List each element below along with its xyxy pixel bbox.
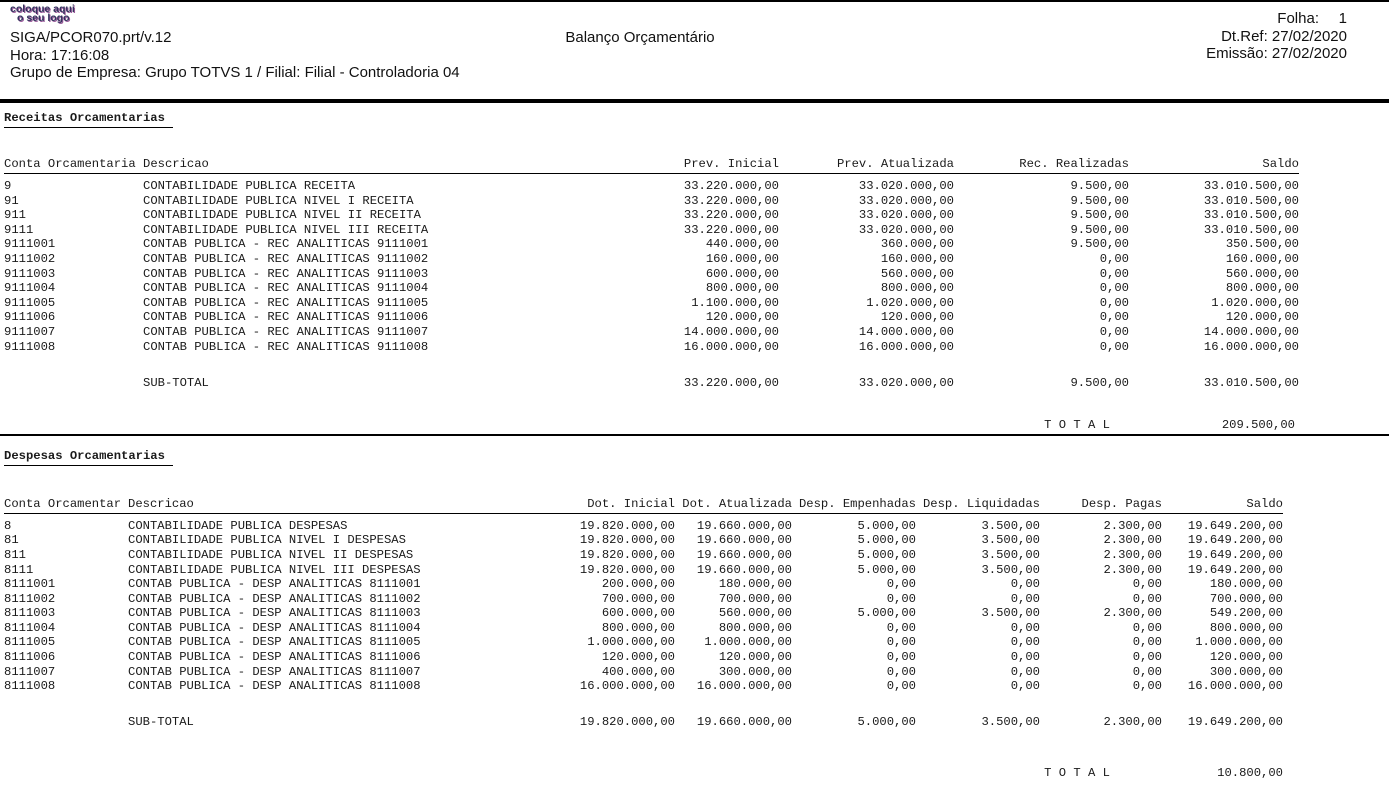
cell-value: 0,00 — [886, 577, 916, 592]
cell-value: 800.000,00 — [880, 281, 954, 296]
cell-value: 19.660.000,00 — [696, 562, 792, 577]
cell-value: 600.000,00 — [705, 266, 779, 281]
cell-value: 5.000,00 — [857, 547, 916, 562]
col-header-saldo: Saldo — [1262, 157, 1299, 171]
cell-conta: 8111003 — [4, 606, 56, 621]
receitas-total-label: T O T A L — [1044, 417, 1110, 432]
cell-value: 3.500,00 — [981, 547, 1040, 562]
receitas-rows — [4, 179, 1389, 354]
table-row — [4, 194, 1299, 209]
cell-value: 800.000,00 — [1209, 620, 1283, 635]
cell-value: 0,00 — [1099, 251, 1129, 266]
cell-value: 19.820.000,00 — [579, 562, 675, 577]
cell-value: 0,00 — [1132, 664, 1162, 679]
receitas-total-row — [4, 418, 1295, 433]
cell-value: 1.020.000,00 — [866, 295, 954, 310]
cell-descricao: CONTAB PUBLICA - DESP ANALITICAS 8111007 — [128, 664, 421, 679]
cell-descricao: CONTABILIDADE PUBLICA DESPESAS — [128, 518, 348, 533]
cell-value: 0,00 — [886, 620, 916, 635]
receitas-header-row — [4, 157, 1299, 174]
cell-value: 16.000.000,00 — [696, 679, 792, 694]
table-row — [4, 223, 1299, 238]
cell-conta: 8 — [4, 518, 12, 533]
cell-value: 33.220.000,00 — [683, 376, 779, 391]
cell-value: 549.200,00 — [1209, 606, 1283, 621]
cell-value: 16.000.000,00 — [1203, 339, 1299, 354]
cell-value: 1.100.000,00 — [691, 295, 779, 310]
cell-value: 120.000,00 — [880, 310, 954, 325]
cell-value: 120.000,00 — [1209, 650, 1283, 665]
page-number-label: Folha: — [1277, 10, 1319, 27]
cell-conta: 81 — [4, 533, 19, 548]
cell-value: 2.300,00 — [1103, 547, 1162, 562]
cell-conta: 9111005 — [4, 295, 56, 310]
cell-value: 200.000,00 — [601, 577, 675, 592]
cell-value: 400.000,00 — [601, 664, 675, 679]
cell-value: 19.660.000,00 — [696, 518, 792, 533]
table-row — [4, 650, 1283, 665]
cell-value: 0,00 — [1010, 591, 1040, 606]
cell-value: 14.000.000,00 — [858, 324, 954, 339]
cell-value: 16.000.000,00 — [858, 339, 954, 354]
cell-value: 16.000.000,00 — [683, 339, 779, 354]
cell-value: 9.500,00 — [1070, 376, 1129, 391]
cell-value: 33.010.500,00 — [1203, 376, 1299, 391]
cell-value: 3.500,00 — [981, 714, 1040, 729]
col-header-dot-inicial: Dot. Inicial — [587, 496, 675, 511]
cell-value: 9.500,00 — [1070, 179, 1129, 193]
despesas-rows — [4, 519, 1389, 694]
cell-descricao: CONTAB PUBLICA - DESP ANALITICAS 8111008 — [128, 679, 421, 694]
table-row — [4, 533, 1283, 548]
cell-value: 5.000,00 — [857, 562, 916, 577]
col-header-desp-empenhadas: Desp. Empenhadas — [798, 496, 916, 511]
cell-descricao: CONTABILIDADE PUBLICA NIVEL I RECEITA — [143, 193, 414, 208]
cell-descricao: CONTAB PUBLICA - DESP ANALITICAS 8111002 — [128, 591, 421, 606]
cell-value: 33.020.000,00 — [858, 179, 954, 193]
cell-value: 360.000,00 — [880, 237, 954, 252]
cell-value: 19.649.200,00 — [1187, 547, 1283, 562]
cell-conta: 9111001 — [4, 237, 56, 252]
cell-value: 1.000.000,00 — [704, 635, 792, 650]
cell-descricao: CONTAB PUBLICA - REC ANALITICAS 9111006 — [143, 310, 429, 325]
cell-value: 560.000,00 — [880, 266, 954, 281]
table-row — [4, 592, 1283, 607]
col-header-conta: Conta Orcamentar — [4, 496, 122, 511]
cell-value: 14.000.000,00 — [683, 324, 779, 339]
cell-descricao: CONTAB PUBLICA - REC ANALITICAS 9111004 — [143, 281, 429, 296]
cell-conta — [4, 715, 128, 730]
cell-value: 560.000,00 — [1225, 266, 1299, 281]
cell-value: 19.820.000,00 — [579, 533, 675, 548]
table-row — [4, 325, 1299, 340]
cell-value: 19.660.000,00 — [696, 533, 792, 548]
cell-descricao: CONTAB PUBLICA - REC ANALITICAS 9111003 — [143, 266, 429, 281]
cell-value: 700.000,00 — [718, 591, 792, 606]
cell-value: 2.300,00 — [1103, 533, 1162, 548]
cell-value: 560.000,00 — [718, 606, 792, 621]
cell-value: 3.500,00 — [981, 518, 1040, 533]
cell-value: 300.000,00 — [718, 664, 792, 679]
cell-descricao: CONTABILIDADE PUBLICA NIVEL III DESPESAS — [128, 562, 421, 577]
cell-value: 14.000.000,00 — [1203, 324, 1299, 339]
col-header-prev-inicial: Prev. Inicial — [683, 157, 779, 171]
cell-value: 2.300,00 — [1103, 714, 1162, 729]
company-group: Grupo de Empresa: Grupo TOTVS 1 / Filial: Filial - Controladoria 04 — [10, 64, 460, 81]
cell-value: 19.820.000,00 — [579, 547, 675, 562]
cell-descricao: CONTAB PUBLICA - DESP ANALITICAS 8111003 — [128, 606, 421, 621]
cell-value: 0,00 — [1099, 339, 1129, 354]
cell-value: 33.220.000,00 — [683, 208, 779, 223]
table-row — [4, 665, 1283, 680]
cell-value: 0,00 — [1010, 577, 1040, 592]
cell-value: 800.000,00 — [601, 620, 675, 635]
despesas-subtotal-row — [4, 715, 1283, 730]
cell-value: 120.000,00 — [601, 650, 675, 665]
cell-value: 0,00 — [1132, 635, 1162, 650]
cell-value: 33.010.500,00 — [1203, 179, 1299, 193]
cell-value: 5.000,00 — [857, 533, 916, 548]
table-row — [4, 296, 1299, 311]
table-row — [4, 635, 1283, 650]
col-header-dot-atualizada: Dot. Atualizada — [682, 496, 792, 511]
cell-value: 16.000.000,00 — [579, 679, 675, 694]
cell-conta: 8111 — [4, 562, 34, 577]
col-header-saldo: Saldo — [1246, 496, 1283, 511]
cell-value: 19.660.000,00 — [696, 547, 792, 562]
cell-conta: 9111007 — [4, 324, 56, 339]
page-number-value: 1 — [1338, 10, 1347, 27]
cell-value: 0,00 — [1099, 310, 1129, 325]
cell-value: 180.000,00 — [1209, 577, 1283, 592]
cell-value: 5.000,00 — [857, 606, 916, 621]
cell-conta: 8111001 — [4, 577, 56, 592]
cell-conta: 9111003 — [4, 266, 56, 281]
col-header-prev-atualizada: Prev. Atualizada — [836, 157, 954, 171]
col-header-descricao: Descricao — [143, 157, 209, 171]
cell-value: 160.000,00 — [880, 251, 954, 266]
table-row — [4, 548, 1283, 563]
col-header-desp-pagas: Desp. Pagas — [1081, 496, 1162, 511]
cell-conta: 8111008 — [4, 679, 56, 694]
cell-value: 3.500,00 — [981, 562, 1040, 577]
col-header-descricao: Descricao — [128, 496, 194, 511]
cell-descricao: CONTAB PUBLICA - DESP ANALITICAS 8111005 — [128, 635, 421, 650]
table-row — [4, 563, 1283, 578]
report-header — [0, 2, 1389, 99]
col-header-conta: Conta Orcamentaria — [4, 157, 136, 171]
despesas-section — [0, 436, 1389, 782]
report-time: Hora: 17:16:08 — [10, 46, 110, 64]
cell-value: 19.660.000,00 — [696, 714, 792, 729]
cell-value: 160.000,00 — [705, 251, 779, 266]
cell-descricao: CONTAB PUBLICA - REC ANALITICAS 9111008 — [143, 339, 429, 354]
placeholder-logo — [10, 5, 460, 22]
cell-value: 33.020.000,00 — [858, 193, 954, 208]
col-header-rec-realizadas: Rec. Realizadas — [1019, 157, 1129, 171]
cell-conta: 8111005 — [4, 635, 56, 650]
cell-value: 33.020.000,00 — [858, 376, 954, 391]
cell-conta: 9111008 — [4, 339, 56, 354]
cell-value: 0,00 — [1099, 295, 1129, 310]
cell-descricao: CONTAB PUBLICA - DESP ANALITICAS 8111006 — [128, 650, 421, 665]
receitas-subtotal-row — [4, 376, 1299, 391]
table-row — [4, 267, 1299, 282]
cell-value: 0,00 — [1099, 324, 1129, 339]
table-row — [4, 281, 1299, 296]
cell-value: 0,00 — [1010, 620, 1040, 635]
cell-value: 160.000,00 — [1225, 251, 1299, 266]
table-row — [4, 252, 1299, 267]
cell-value: 600.000,00 — [601, 606, 675, 621]
table-row — [4, 340, 1299, 355]
cell-conta: 811 — [4, 547, 26, 562]
cell-descricao: CONTAB PUBLICA - DESP ANALITICAS 8111001 — [128, 577, 421, 592]
cell-value: 0,00 — [1010, 650, 1040, 665]
cell-value: 800.000,00 — [1225, 281, 1299, 296]
cell-value: 0,00 — [886, 664, 916, 679]
table-row — [4, 577, 1283, 592]
cell-conta: 9111 — [4, 222, 34, 237]
cell-value: 120.000,00 — [718, 650, 792, 665]
cell-value: 19.649.200,00 — [1187, 533, 1283, 548]
cell-value: 0,00 — [1132, 577, 1162, 592]
table-row — [4, 606, 1283, 621]
cell-value: 16.000.000,00 — [1187, 679, 1283, 694]
cell-value: 0,00 — [886, 635, 916, 650]
cell-value: 300.000,00 — [1209, 664, 1283, 679]
logo-line1: coloque aqui — [10, 3, 75, 15]
cell-value: 1.020.000,00 — [1211, 295, 1299, 310]
cell-value: 700.000,00 — [1209, 591, 1283, 606]
logo-line2: o seu logo — [17, 11, 70, 24]
cell-value: 3.500,00 — [981, 533, 1040, 548]
cell-value: 0,00 — [1132, 620, 1162, 635]
cell-value: 19.649.200,00 — [1187, 518, 1283, 533]
cell-descricao: CONTABILIDADE PUBLICA NIVEL II DESPESAS — [128, 547, 414, 562]
cell-value: 120.000,00 — [1225, 310, 1299, 325]
page-number-line — [1206, 10, 1347, 28]
cell-value: 5.000,00 — [857, 714, 916, 729]
cell-value: 2.300,00 — [1103, 606, 1162, 621]
cell-value: 0,00 — [1132, 650, 1162, 665]
cell-value: 0,00 — [1132, 679, 1162, 694]
cell-conta: 9 — [4, 179, 12, 193]
table-row — [4, 519, 1283, 534]
cell-conta: 9111004 — [4, 281, 56, 296]
despesas-header-row — [4, 497, 1283, 514]
program-id: SIGA/PCOR070.prt/v.12 — [10, 29, 172, 46]
emission-date: Emissão: 27/02/2020 — [1206, 45, 1347, 62]
col-header-desp-liquidadas: Desp. Liquidadas — [922, 496, 1040, 511]
cell-conta: 911 — [4, 208, 26, 223]
cell-conta: 9111006 — [4, 310, 56, 325]
cell-value: 1.000.000,00 — [587, 635, 675, 650]
cell-value: 33.020.000,00 — [858, 222, 954, 237]
cell-value: 3.500,00 — [981, 606, 1040, 621]
cell-value: 800.000,00 — [718, 620, 792, 635]
cell-value: 120.000,00 — [705, 310, 779, 325]
cell-descricao: CONTAB PUBLICA - REC ANALITICAS 9111002 — [143, 251, 429, 266]
cell-value: 9.500,00 — [1070, 237, 1129, 252]
cell-value: 1.000.000,00 — [1195, 635, 1283, 650]
cell-descricao: CONTAB PUBLICA - REC ANALITICAS 9111005 — [143, 295, 429, 310]
cell-value: 0,00 — [1132, 591, 1162, 606]
cell-descricao: CONTAB PUBLICA - REC ANALITICAS 9111007 — [143, 324, 429, 339]
cell-conta: 8111004 — [4, 620, 56, 635]
cell-conta: 8111002 — [4, 591, 56, 606]
cell-value: 0,00 — [886, 650, 916, 665]
cell-value: 0,00 — [1099, 266, 1129, 281]
cell-value: 19.649.200,00 — [1187, 714, 1283, 729]
cell-value: 33.220.000,00 — [683, 193, 779, 208]
cell-value: 33.010.500,00 — [1203, 222, 1299, 237]
cell-value: 9.500,00 — [1070, 193, 1129, 208]
receitas-section-title: Receitas Orcamentarias — [4, 111, 173, 128]
cell-conta: 8111006 — [4, 650, 56, 665]
cell-value: 33.020.000,00 — [858, 208, 954, 223]
cell-conta: 8111007 — [4, 664, 56, 679]
cell-value: 0,00 — [1010, 679, 1040, 694]
cell-value: 5.000,00 — [857, 518, 916, 533]
cell-value: 440.000,00 — [705, 237, 779, 252]
cell-value: 9.500,00 — [1070, 222, 1129, 237]
despesas-table — [4, 497, 1389, 730]
despesas-total-value: 10.800,00 — [1217, 766, 1283, 781]
table-row — [4, 208, 1299, 223]
cell-descricao: CONTABILIDADE PUBLICA NIVEL II RECEITA — [143, 208, 421, 223]
receitas-table — [4, 157, 1389, 391]
cell-descricao: CONTABILIDADE PUBLICA NIVEL III RECEITA — [143, 222, 429, 237]
receitas-total-value: 209.500,00 — [1221, 417, 1295, 432]
cell-value: 700.000,00 — [601, 591, 675, 606]
receitas-section — [0, 103, 1389, 433]
cell-value: 33.010.500,00 — [1203, 208, 1299, 223]
cell-conta — [4, 376, 143, 391]
table-row — [4, 310, 1299, 325]
cell-value: 180.000,00 — [718, 577, 792, 592]
cell-value: 33.220.000,00 — [683, 179, 779, 193]
despesas-section-title: Despesas Orcamentarias — [4, 449, 173, 466]
cell-subtotal-label: SUB-TOTAL — [128, 714, 194, 729]
despesas-total-row — [4, 766, 1283, 781]
cell-value: 0,00 — [886, 591, 916, 606]
table-row — [4, 237, 1299, 252]
cell-value: 0,00 — [1099, 281, 1129, 296]
header-right-block — [1206, 10, 1347, 63]
cell-value: 800.000,00 — [705, 281, 779, 296]
cell-subtotal-label: SUB-TOTAL — [143, 376, 209, 391]
cell-value: 33.220.000,00 — [683, 222, 779, 237]
cell-value: 0,00 — [1010, 664, 1040, 679]
report-title: Balanço Orçamentário — [565, 29, 715, 46]
cell-value: 9.500,00 — [1070, 208, 1129, 223]
table-row — [4, 179, 1299, 194]
table-row — [4, 679, 1283, 694]
cell-descricao: CONTAB PUBLICA - DESP ANALITICAS 8111004 — [128, 620, 421, 635]
cell-conta: 9111002 — [4, 251, 56, 266]
cell-conta: 91 — [4, 193, 19, 208]
cell-descricao: CONTABILIDADE PUBLICA NIVEL I DESPESAS — [128, 533, 406, 548]
cell-value: 0,00 — [1010, 635, 1040, 650]
cell-descricao: CONTAB PUBLICA - REC ANALITICAS 9111001 — [143, 237, 429, 252]
cell-value: 19.820.000,00 — [579, 714, 675, 729]
table-row — [4, 621, 1283, 636]
cell-value: 0,00 — [886, 679, 916, 694]
reference-date: Dt.Ref: 27/02/2020 — [1221, 27, 1347, 45]
cell-value: 350.500,00 — [1225, 237, 1299, 252]
cell-descricao: CONTABILIDADE PUBLICA RECEITA — [143, 179, 356, 193]
cell-value: 2.300,00 — [1103, 562, 1162, 577]
cell-value: 19.820.000,00 — [579, 518, 675, 533]
cell-value: 19.649.200,00 — [1187, 562, 1283, 577]
cell-value: 2.300,00 — [1103, 518, 1162, 533]
cell-value: 33.010.500,00 — [1203, 193, 1299, 208]
despesas-total-label: T O T A L — [1044, 766, 1110, 781]
